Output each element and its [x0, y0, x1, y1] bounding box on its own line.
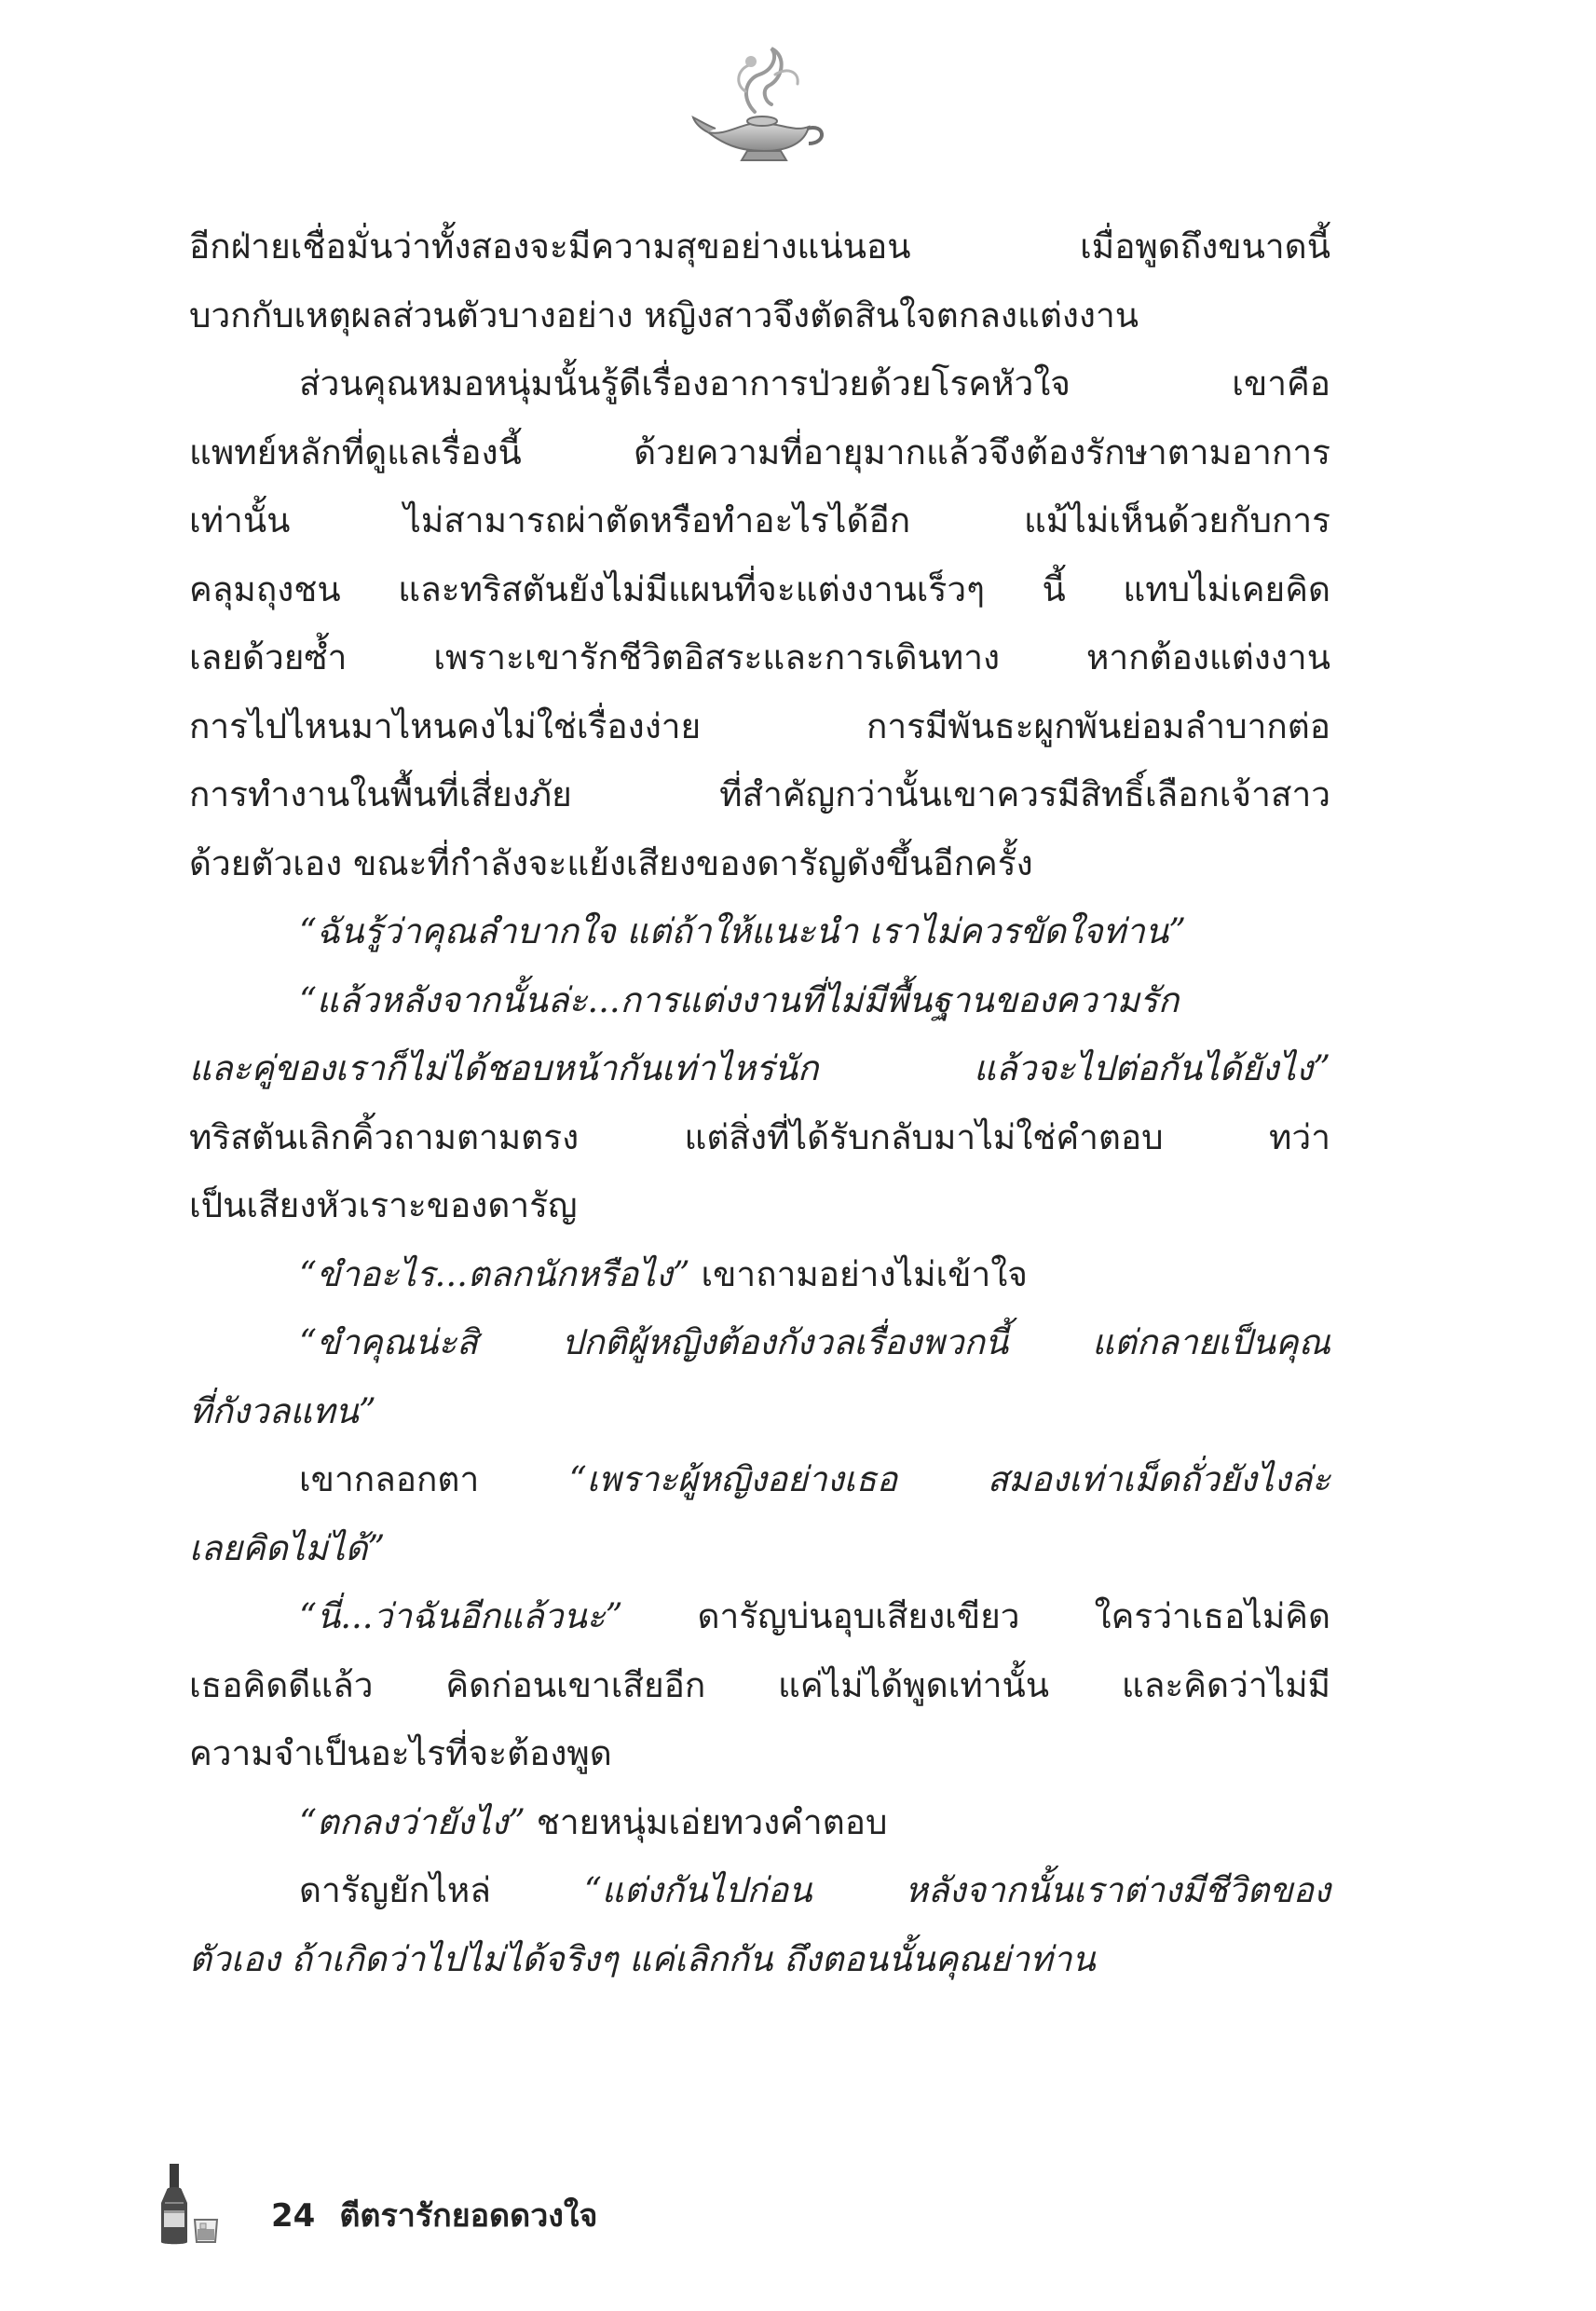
- narration-text: ดารัญยักไหล่: [299, 1870, 584, 1910]
- italic-dialogue: ที่กังวลแทน”: [189, 1390, 376, 1431]
- text-line: [189, 1719, 1330, 1788]
- paragraph: [189, 897, 1330, 966]
- paragraph: [189, 966, 1330, 1240]
- text-line: [189, 212, 1330, 281]
- narration-text: เขาถามอย่างไม่เข้าใจ: [689, 1253, 1028, 1294]
- text-line: [189, 760, 1330, 829]
- text-line: [189, 555, 1330, 624]
- text-line: [189, 1308, 1330, 1377]
- text-line: [189, 897, 1330, 966]
- text-line: [189, 1856, 1330, 1925]
- text-line: [189, 1445, 1330, 1514]
- text-line: [189, 1788, 1330, 1857]
- paragraph: [189, 1445, 1330, 1582]
- text-line: [189, 418, 1330, 487]
- narration-text: ความจำเป็นอะไรที่จะต้องพูด: [189, 1733, 612, 1773]
- text-line: [189, 281, 1330, 350]
- paragraph: [189, 1582, 1330, 1788]
- page-number: 24: [271, 2197, 316, 2235]
- paragraph: [189, 1240, 1330, 1309]
- body-text: [189, 212, 1330, 1993]
- text-line: [189, 1514, 1330, 1583]
- bottle-and-glass-icon: [154, 2162, 228, 2246]
- italic-dialogue: “แล้วหลังจากนั้นล่ะ...การแต่งงานที่ไม่มีพื้นฐานของความรัก: [299, 979, 1180, 1020]
- text-line: [189, 1240, 1330, 1309]
- narration-text: เป็นเสียงหัวเราะของดารัญ: [189, 1185, 578, 1225]
- text-line: [189, 966, 1330, 1035]
- narration-text: เลยด้วยซ้ำ เพราะเขารักชีวิตอิสระและการเดินทาง หากต้องแต่งงาน: [189, 637, 1330, 677]
- text-line: [189, 349, 1330, 418]
- italic-dialogue: เลยคิดไม่ได้”: [189, 1527, 386, 1568]
- narration-text: ดารัญบ่นอุบเสียงเขียว ใครว่าเธอไม่คิด: [622, 1596, 1330, 1636]
- paragraph: [189, 1308, 1330, 1445]
- text-line: [189, 1171, 1330, 1240]
- text-line: [189, 1582, 1330, 1651]
- narration-text: ด้วยตัวเอง ขณะที่กำลังจะแย้งเสียงของดารัญดังขึ้นอีกครั้ง: [189, 842, 1033, 883]
- paragraph: [189, 349, 1330, 897]
- narration-text: การไปไหนมาไหนคงไม่ใช่เรื่องง่าย การมีพันธะผูกพันย่อมลำบากต่อ: [189, 705, 1330, 746]
- narration-text: เขากลอกตา: [299, 1459, 569, 1499]
- narration-text: การทำงานในพื้นที่เสี่ยงภัย ที่สำคัญกว่านั้นเขาควรมีสิทธิ์เลือกเจ้าสาว: [189, 774, 1330, 814]
- italic-dialogue: “ตกลงว่ายังไง”: [299, 1801, 525, 1842]
- text-line: [189, 1377, 1330, 1446]
- narration-text: เธอคิดดีแล้ว คิดก่อนเขาเสียอีก แค่ไม่ได้พูดเท่านั้น และคิดว่าไม่มี: [189, 1664, 1330, 1705]
- italic-dialogue: และคู่ของเราก็ไม่ได้ชอบหน้ากันเท่าไหร่นัก แล้วจะไปต่อกันได้ยังไง”: [189, 1048, 1330, 1088]
- italic-dialogue: “ขำอะไร...ตลกนักหรือไง”: [299, 1253, 690, 1294]
- narration-text: คลุมถุงชน และทริสตันยังไม่มีแผนที่จะแต่งงานเร็วๆ นี้ แทบไม่เคยคิด: [189, 568, 1330, 609]
- text-line: [189, 623, 1330, 692]
- italic-dialogue: “นี่...ว่าฉันอีกแล้วนะ”: [299, 1596, 623, 1636]
- paragraph: [189, 1788, 1330, 1857]
- italic-dialogue: “ฉันรู้ว่าคุณลำบากใจ แต่ถ้าให้แนะนำ เราไม่ควรขัดใจท่าน”: [299, 911, 1187, 951]
- page-footer: [154, 2162, 806, 2246]
- narration-text: เท่านั้น ไม่สามารถผ่าตัดหรือทำอะไรได้อีก แม้ไม่เห็นด้วยกับการ: [189, 500, 1330, 540]
- genie-lamp-ornament-icon: [689, 47, 829, 168]
- text-line: [189, 1925, 1330, 1994]
- italic-dialogue: “ขำคุณน่ะสิ ปกติผู้หญิงต้องกังวลเรื่องพวกนี้ แต่กลายเป็นคุณ: [299, 1322, 1330, 1362]
- narration-text: ทริสตันเลิกคิ้วถามตามตรง แต่สิ่งที่ได้รับกลับมาไม่ใช่คำตอบ ทว่า: [189, 1116, 1330, 1157]
- paragraph: [189, 212, 1330, 349]
- italic-dialogue: ตัวเอง ถ้าเกิดว่าไปไม่ได้จริงๆ แค่เลิกกัน ถึงตอนนั้นคุณย่าท่าน: [189, 1938, 1096, 1979]
- italic-dialogue: “แต่งกันไปก่อน หลังจากนั้นเราต่างมีชีวิตของ: [583, 1870, 1330, 1910]
- narration-text: บวกกับเหตุผลส่วนตัวบางอย่าง หญิงสาวจึงตัดสินใจตกลงแต่งงาน: [189, 294, 1139, 335]
- text-line: [189, 1034, 1330, 1103]
- narration-text: แพทย์หลักที่ดูแลเรื่องนี้ ด้วยความที่อายุมากแล้วจึงต้องรักษาตามอาการ: [189, 431, 1330, 472]
- paragraph: [189, 1856, 1330, 1993]
- narration-text: อีกฝ่ายเชื่อมั่นว่าทั้งสองจะมีความสุขอย่างแน่นอน เมื่อพูดถึงขนาดนี้: [189, 226, 1330, 267]
- book-title: ตีตรารักยอดดวงใจ: [339, 2197, 598, 2235]
- text-line: [189, 1103, 1330, 1172]
- italic-dialogue: “เพราะผู้หญิงอย่างเธอ สมองเท่าเม็ดถั่วยังไงล่ะ: [568, 1459, 1330, 1499]
- text-line: [189, 1651, 1330, 1720]
- narration-text: ส่วนคุณหมอหนุ่มนั้นรู้ดีเรื่องอาการป่วยด้วยโรคหัวใจ เขาคือ: [299, 363, 1330, 403]
- narration-text: ชายหนุ่มเอ่ยทวงคำตอบ: [525, 1801, 888, 1842]
- text-line: [189, 829, 1330, 898]
- text-line: [189, 486, 1330, 555]
- text-line: [189, 692, 1330, 761]
